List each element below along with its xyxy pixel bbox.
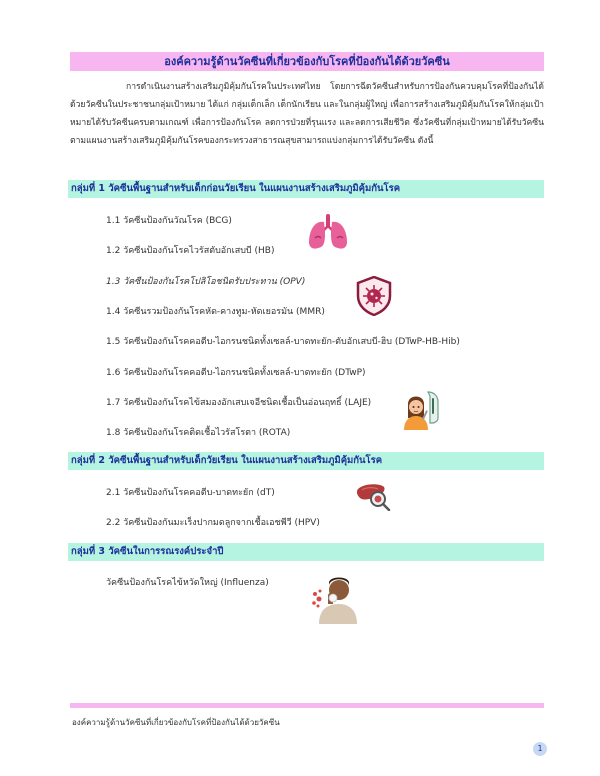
list-item: 1.8 วัคซีนป้องกันโรคติดเชื้อไวรัสโรตา (ROTA) (106, 428, 291, 438)
page-title: องค์ความรู้ด้านวัคซีนที่เกี่ยวข้องกับโรคที่ป้องกันได้ด้วยวัคซีน (70, 52, 544, 71)
girl-thermometer-icon (400, 388, 442, 430)
list-item: 1.5 วัคซีนป้องกันโรคคอตีบ-ไอกรนชนิดทั้งเซลล์-บาดทะยัก-ตับอักเสบบี-ฮิบ (DTwP-HB-Hib) (106, 337, 460, 347)
footer-text: องค์ความรู้ด้านวัคซีนที่เกี่ยวข้องกับโรคที่ป้องกันได้ด้วยวัคซีน (72, 718, 280, 727)
intro-paragraph: การดำเนินงานสร้างเสริมภูมิคุ้มกันโรคในประเทศไทย โดยการฉีดวัคซีนสำหรับการป้องกันควบคุมโรคที่ป้องกันได้ด้วยวัคซีนในประชาชนกลุ่มเป้าหมาย ได้แก่ กลุ่มเด็กเล็ก เด็กนักเรียน และในกลุ่มผู้ใหญ่ เพื่อการสร้างเสริมภูมิคุ้มกันโรคให้กลุ่มเป้าหมายได้รับวัคซีนครบตามเกณฑ์ เพื่อการป้องกันโรค ลดการป่วยที่รุนแรง และลดการเสียชีวิต ซึ่งวัคซีนที่กลุ่มเป้าหมายได้รับวัคซีนตามแผนงานสร้างเสริมภูมิคุ้มกันโรคของกระทรวงสาธารณสุขสามารถแบ่งกลุ่มการได้รับวัคซีน ดังนี้ (70, 82, 544, 146)
group-1-heading: กลุ่มที่ 1 วัคซีนพื้นฐานสำหรับเด็กก่อนวัยเรียน ในแผนงานสร้างเสริมภูมิคุ้มกันโรค (68, 180, 544, 198)
footer-divider (70, 703, 544, 708)
list-item: 1.7 วัคซีนป้องกันโรคไข้สมองอักเสบเจอีชนิดเชื้อเป็นอ่อนฤทธิ์ (LAJE) (106, 398, 372, 408)
sneezing-person-icon (311, 574, 359, 624)
liver-magnifier-icon (356, 481, 392, 511)
list-item: 1.6 วัคซีนป้องกันโรคคอตีบ-ไอกรนชนิดทั้งเซลล์-บาดทะยัก (DTwP) (106, 368, 366, 378)
list-item: 1.3 วัคซีนป้องกันโรคโปลิโอชนิดรับประทาน (OPV) (106, 277, 306, 287)
group-3-heading: กลุ่มที่ 3 วัคซีนในการรณรงค์ประจำปี (68, 543, 544, 561)
list-item: 1.4 วัคซีนรวมป้องกันโรคหัด-คางทูม-หัดเยอรมัน (MMR) (106, 307, 325, 317)
virus-shield-icon (356, 276, 392, 316)
group-2-heading: กลุ่มที่ 2 วัคซีนพื้นฐานสำหรับเด็กวัยเรียน ในแผนงานสร้างเสริมภูมิคุ้มกันโรค (68, 452, 544, 470)
list-item: 2.1 วัคซีนป้องกันโรคคอตีบ-บาดทะยัก (dT) (106, 488, 275, 498)
list-item: 1.1 วัคซีนป้องกันวัณโรค (BCG) (106, 216, 232, 226)
lungs-icon (306, 212, 350, 252)
list-item: วัคซีนป้องกันโรคไข้หวัดใหญ่ (Influenza) (106, 578, 269, 588)
list-item: 1.2 วัคซีนป้องกันโรคไวรัสตับอักเสบบี (HB) (106, 246, 275, 256)
page-number: 1 (533, 742, 547, 756)
list-item: 2.2 วัคซีนป้องกันมะเร็งปากมดลูกจากเชื้อเอชพีวี (HPV) (106, 518, 320, 528)
